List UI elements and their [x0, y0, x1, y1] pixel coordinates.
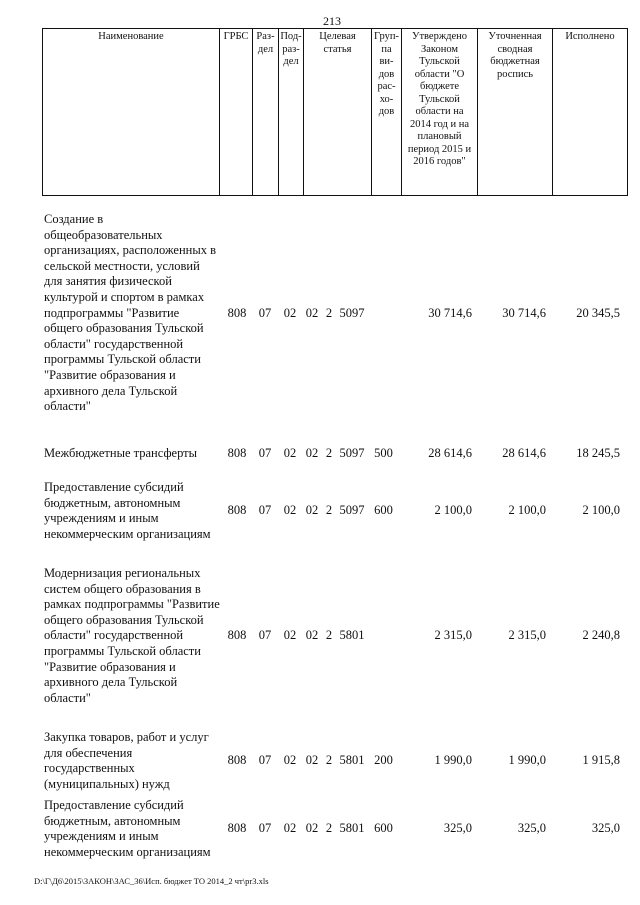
cell-grbs: 808 [227, 503, 247, 518]
cell-target-code: 5801 [339, 628, 365, 643]
column-header-approved: Утверждено Законом Тульской области "О бюджете Тульской области на 2014 год и на плановый период 2015 и 2016 годов" [402, 29, 478, 196]
cell-grbs: 808 [227, 446, 247, 460]
cell-executed: 1 915,8 [582, 753, 620, 768]
cell-name: Закупка товаров, работ и услуг для обеспечения государственных (муниципальных) нужд [44, 730, 209, 791]
cell-razdel: 07 [258, 446, 272, 460]
cell-razdel: 07 [258, 753, 272, 768]
cell-name: Предоставление субсидий бюджетным, автономным учреждениям и иным некоммерческим организациям [44, 798, 211, 859]
column-header-grbs: ГРБС [220, 29, 253, 196]
cell-name: Предоставление субсидий бюджетным, автономным учреждениям и иным некоммерческим организациям [44, 480, 211, 541]
cell-expense-type: 500 [374, 446, 393, 460]
cell-refined: 30 714,6 [502, 305, 546, 320]
table-header [42, 28, 628, 196]
column-header-name: Наименование [43, 29, 220, 196]
cell-target-subprogram: 2 [325, 446, 333, 460]
cell-grbs: 808 [227, 628, 247, 643]
cell-target-program: 02 [305, 446, 319, 460]
cell-executed: 20 345,5 [576, 305, 620, 320]
cell-name: Межбюджетные трансферты [44, 446, 198, 460]
cell-grbs: 808 [227, 821, 247, 836]
cell-approved: 2 100,0 [434, 503, 472, 518]
cell-approved: 1 990,0 [434, 753, 472, 768]
cell-executed: 2 240,8 [582, 628, 620, 643]
cell-target-subprogram: 2 [325, 628, 333, 643]
cell-razdel: 07 [258, 305, 272, 320]
cell-name: Модернизация региональных систем общего образования в рамках подпрограммы "Развитие общего образования Тульской области" государственной программы Тульской области "Развитие образования и архивного дела Тульской области" [44, 566, 220, 705]
cell-podrazdel: 02 [283, 305, 297, 320]
cell-podrazdel: 02 [283, 753, 297, 768]
column-header-executed: Исполнено [553, 29, 628, 196]
column-header-refined: Уточненная сводная бюджетная роспись [478, 29, 553, 196]
cell-podrazdel: 02 [283, 503, 297, 518]
cell-razdel: 07 [258, 503, 272, 518]
cell-target-code: 5097 [339, 305, 365, 320]
cell-refined: 2 315,0 [508, 628, 546, 643]
cell-podrazdel: 02 [283, 446, 297, 460]
cell-target-code: 5097 [339, 446, 365, 460]
cell-razdel: 07 [258, 628, 272, 643]
cell-expense-type: 200 [374, 753, 393, 768]
cell-podrazdel: 02 [283, 821, 297, 836]
cell-target-program: 02 [305, 305, 319, 320]
cell-name: Создание в общеобразовательных организациях, расположенных в сельской местности, условий для занятия физической культурой и спортом в рамках подпрограммы "Развитие общего образования Тульской области" государственной программы Тульской области "Развитие образования и архивного дела Тульской области" [44, 212, 217, 414]
cell-target-code: 5097 [339, 503, 365, 518]
column-header-razdel: Раз- дел [253, 29, 279, 196]
column-header-vid: Груп- па ви- дов рас- хо- дов [372, 29, 402, 196]
cell-target-subprogram: 2 [325, 503, 333, 518]
cell-target-program: 02 [305, 628, 319, 643]
cell-target-program: 02 [305, 753, 319, 768]
cell-expense-type: 600 [374, 503, 393, 518]
cell-target-code: 5801 [339, 821, 365, 836]
cell-refined: 325,0 [517, 821, 546, 836]
page-number: 213 [323, 14, 341, 28]
cell-approved: 325,0 [443, 821, 472, 836]
cell-target-subprogram: 2 [325, 305, 333, 320]
cell-executed: 2 100,0 [582, 503, 620, 518]
cell-target-subprogram: 2 [325, 753, 333, 768]
cell-target-program: 02 [305, 503, 319, 518]
column-header-podrazdel: Под- раз- дел [279, 29, 304, 196]
cell-grbs: 808 [227, 753, 247, 768]
cell-executed: 18 245,5 [576, 446, 620, 460]
cell-refined: 2 100,0 [508, 503, 546, 518]
cell-target-program: 02 [305, 821, 319, 836]
cell-razdel: 07 [258, 821, 272, 836]
cell-target-code: 5801 [339, 753, 365, 768]
cell-target-subprogram: 2 [325, 821, 333, 836]
cell-grbs: 808 [227, 305, 247, 320]
cell-approved: 2 315,0 [434, 628, 472, 643]
cell-executed: 325,0 [591, 821, 620, 836]
column-header-target: Целевая статья [304, 29, 372, 196]
cell-approved: 28 614,6 [428, 446, 472, 460]
cell-podrazdel: 02 [283, 628, 297, 643]
footer-file-path: D:\Г\Д6\2015\ЗАКОН\ЗАС_36\Исп. бюджет ТО 2014_2 чт\pr3.xls [34, 876, 269, 886]
cell-expense-type: 600 [374, 821, 393, 836]
cell-refined: 28 614,6 [502, 446, 546, 460]
cell-refined: 1 990,0 [508, 753, 546, 768]
cell-approved: 30 714,6 [428, 305, 472, 320]
